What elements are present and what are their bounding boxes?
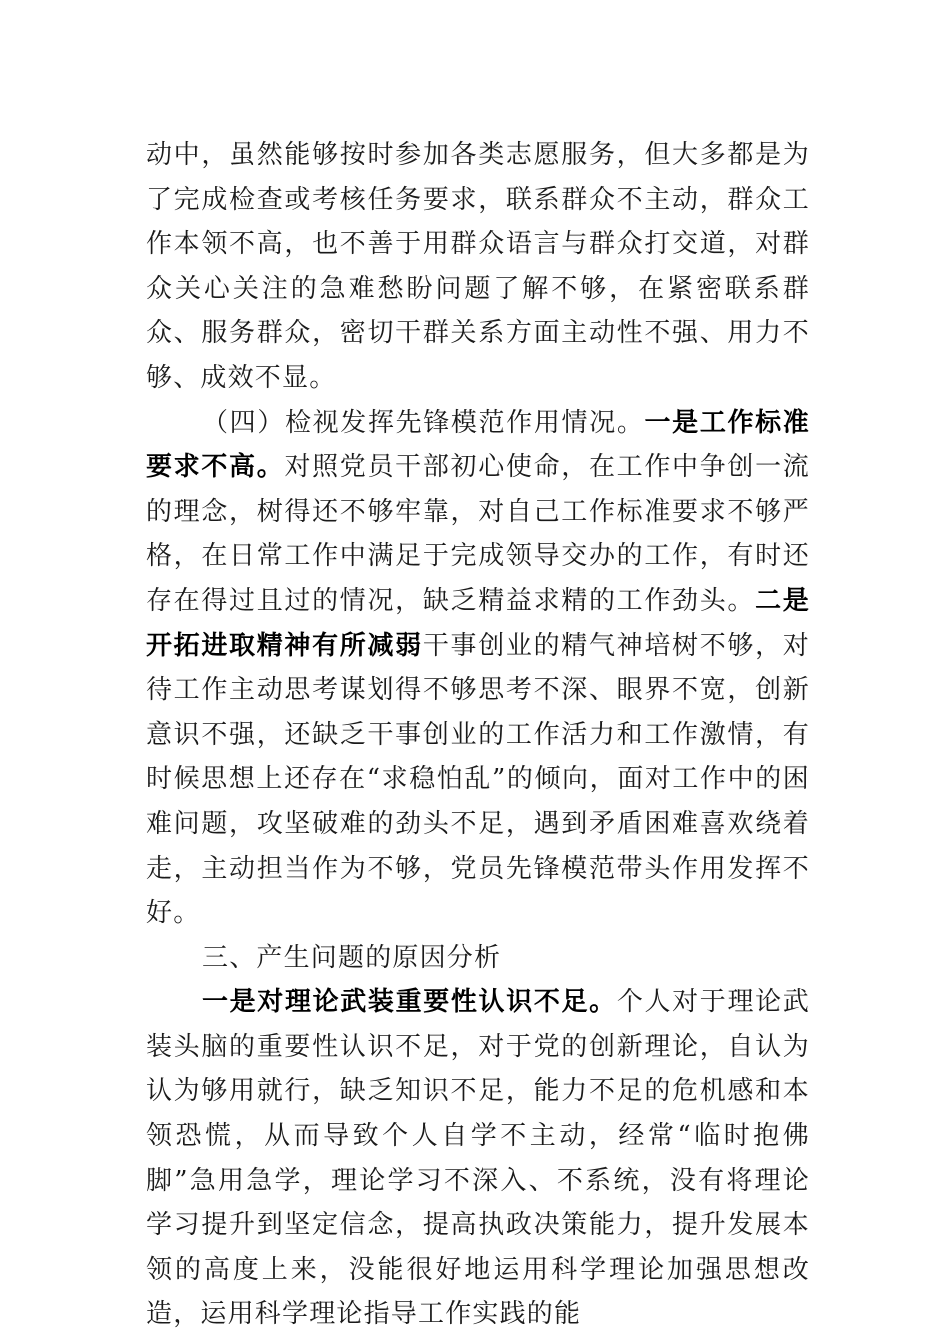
text-run: 干事创业的精气神培树不够，对待工作主动思考谋划得不够思考不深、眼界不宽，创新意识不强，还缺乏干事创业的工作活力和工作激情，有时候思想上还存在“求稳怕乱”的倾向，面对工作中的困难问题，攻坚破难的劲头不足，遇到矛盾困难喜欢绕着走，主动担当作为不够，党员先锋模范带头作用发挥不好。 [146,630,810,929]
text-run: 动中，虽然能够按时参加各类志愿服务，但大多都是为了完成检查或考核任务要求，联系群众不主动，群众工作本领不高，也不善于用群众语言与群众打交道，对群众关心关注的急难愁盼问题了解不够，在紧密联系群众、服务群众，密切干群关系方面主动性不强、用力不够、成效不显。 [146,140,810,393]
point-one-heading: 一是对理论武装重要性认识不足。 [202,987,617,1018]
document-body [146,133,810,1337]
point-two-heading: 二是开拓进取精神有所减弱 [146,585,810,661]
section-heading-three [146,936,810,981]
paragraph-theory [146,980,810,1337]
text-run: 个人对于理论武装头脑的重要性认识不足，对于党的创新理论，自认为认为够用就行，缺乏知识不足，能力不足的危机感和本领恐慌，从而导致个人自学不主动，经常“临时抱佛脚”急用急学，理论学习不深入、不系统，没有将理论学习提升到坚定信念，提高执政决策能力，提升发展本领的高度上来，没能很好地运用科学理论加强思想改造，运用科学理论指导工作实践的能 [146,987,810,1330]
point-one-heading: 一是工作标准要求不高。 [146,407,811,483]
paragraph-section-four [146,401,810,936]
text-run: 对照党员干部初心使命，在工作中争创一流的理念，树得还不够牢靠，对自己工作标准要求不够严格，在日常工作中满足于完成领导交办的工作，有时还存在得过且过的情况，缺乏精益求精的工作劲头。 [146,452,810,616]
section-title: 三、产生问题的原因分析 [202,942,502,973]
section-heading-four: （四）检视发挥先锋模范作用情况。 [202,407,645,438]
paragraph-mass-work [146,133,810,401]
